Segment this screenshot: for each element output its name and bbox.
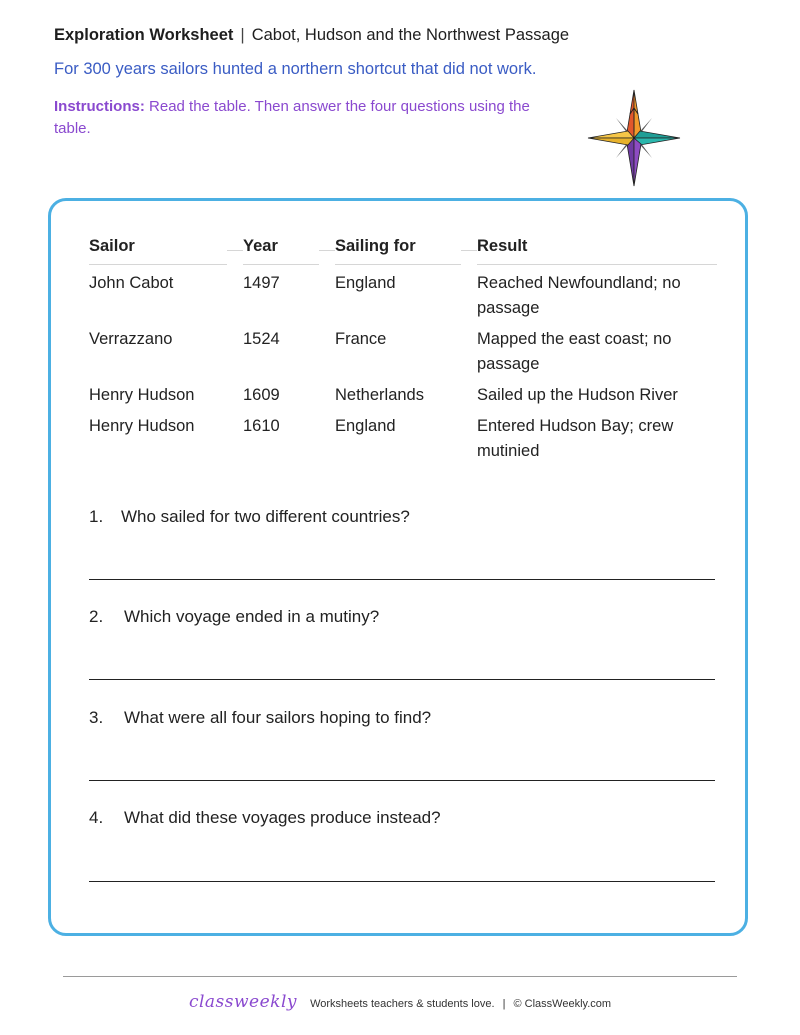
answer-line-1[interactable] [89, 579, 715, 580]
cell-sailor: Verrazzano [89, 330, 173, 348]
table-row [89, 321, 717, 377]
cell-year: 1610 [243, 417, 280, 435]
question-1 [89, 507, 410, 527]
header-year: Year [243, 237, 319, 265]
header-result: Result [477, 237, 717, 265]
cell-result: Entered Hudson Bay; crew mutinied [477, 417, 674, 460]
instructions [54, 96, 544, 140]
table-header-row [89, 237, 717, 265]
question-4 [89, 808, 441, 828]
instructions-text: Read the table. Then answer the four questions using the table. [54, 98, 530, 137]
cell-year: 1609 [243, 386, 280, 404]
worksheet-topic: Cabot, Hudson and the Northwest Passage [251, 26, 570, 44]
question-text: What did these voyages produce instead? [124, 808, 441, 827]
footer-tagline: Worksheets teachers & students love. [310, 998, 495, 1010]
title-separator: | [240, 26, 245, 44]
cell-sailor: Henry Hudson [89, 386, 195, 404]
cell-result: Sailed up the Hudson River [477, 386, 678, 404]
footer [0, 992, 800, 1012]
cell-year: 1497 [243, 274, 280, 292]
question-3 [89, 708, 431, 728]
brand-logo: classweekly [188, 992, 297, 1012]
header-sailing-for: Sailing for [335, 237, 461, 265]
page-title [54, 26, 569, 45]
question-number: 4. [89, 808, 104, 827]
cell-sailing-for: Netherlands [335, 386, 424, 404]
header-sailor: Sailor [89, 237, 227, 265]
cell-year: 1524 [243, 330, 280, 348]
table-row [89, 265, 717, 321]
cell-result: Reached Newfoundland; no passage [477, 274, 681, 317]
cell-sailor: John Cabot [89, 274, 174, 292]
compass-rose-icon [586, 88, 682, 188]
question-number: 3. [89, 708, 104, 727]
worksheet-type: Exploration Worksheet [54, 26, 234, 44]
footer-copyright: © ClassWeekly.com [513, 998, 612, 1010]
cell-sailing-for: England [335, 274, 396, 292]
table-row [89, 408, 717, 464]
subtitle: For 300 years sailors hunted a northern shortcut that did not work. [54, 60, 537, 78]
question-number: 2. [89, 607, 104, 626]
cell-sailing-for: France [335, 330, 387, 348]
question-text: Who sailed for two different countries? [121, 507, 410, 526]
answer-line-3[interactable] [89, 780, 715, 781]
answer-line-2[interactable] [89, 679, 715, 680]
question-text: What were all four sailors hoping to find? [124, 708, 432, 727]
footer-separator: | [502, 998, 506, 1010]
voyage-table [89, 237, 717, 464]
answer-line-4[interactable] [89, 881, 715, 882]
instructions-label: Instructions: [54, 98, 145, 115]
question-text: Which voyage ended in a mutiny? [124, 607, 380, 626]
cell-result: Mapped the east coast; no passage [477, 330, 672, 373]
question-2 [89, 607, 379, 627]
question-number: 1. [89, 507, 104, 526]
worksheet-card [48, 198, 748, 936]
cell-sailing-for: England [335, 417, 396, 435]
footer-divider [63, 976, 737, 977]
table-row [89, 377, 717, 408]
cell-sailor: Henry Hudson [89, 417, 195, 435]
